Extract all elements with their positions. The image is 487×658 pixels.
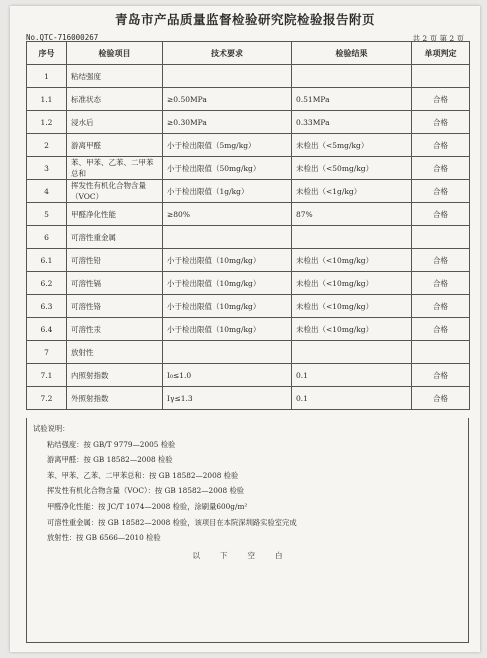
table-cell-req: 小于检出限值（10mg/kg） (163, 318, 292, 341)
table-cell-item: 标准状态 (67, 88, 163, 111)
table-cell-req (163, 341, 292, 364)
table-cell-res: 未检出（<50mg/kg） (292, 157, 412, 180)
column-header: 检验项目 (67, 42, 163, 65)
table-cell-num: 7.2 (27, 387, 67, 410)
note-line: 放射性：按 GB 6566—2010 检验 (47, 533, 161, 543)
table-row (27, 180, 470, 203)
table-cell-res: 未检出（<10mg/kg） (292, 272, 412, 295)
table-cell-req: ≥80% (163, 203, 292, 226)
table-cell-num: 5 (27, 203, 67, 226)
table-cell-item: 可溶性铅 (67, 249, 163, 272)
table-row (27, 364, 470, 387)
table-row (27, 134, 470, 157)
table-row (27, 65, 470, 88)
report-title: 青岛市产品质量监督检验研究院检验报告附页 (114, 12, 375, 27)
table-cell-res: 未检出（<5mg/kg） (292, 134, 412, 157)
table-cell-req (163, 226, 292, 249)
column-header: 单项判定 (412, 42, 470, 65)
table-cell-req: 小于检出限值（1g/kg） (163, 180, 292, 203)
note-line: 挥发性有机化合物含量（VOC）：按 GB 18582—2008 检验 (47, 486, 245, 496)
table-cell-res: 0.1 (292, 387, 412, 410)
note-line: 可溶性重金属：按 GB 18582—2008 检验，该项目在本院深圳路实验室完成 (47, 517, 297, 527)
table-cell-judge: 合格 (412, 364, 470, 387)
table-row (27, 88, 470, 111)
table-row (27, 157, 470, 180)
table-cell-res: 0.51MPa (292, 88, 412, 111)
table-header-row (27, 42, 470, 65)
table-cell-res: 未检出（<10mg/kg） (292, 249, 412, 272)
table-row (27, 341, 470, 364)
table-cell-num: 1.2 (27, 111, 67, 134)
table-row (27, 387, 470, 410)
column-header: 技术要求 (163, 42, 292, 65)
table-cell-req: 小于检出限值（10mg/kg） (163, 249, 292, 272)
table-cell-res: 87% (292, 203, 412, 226)
table-cell-num: 6.1 (27, 249, 67, 272)
table-cell-num: 2 (27, 134, 67, 157)
table-cell-res (292, 226, 412, 249)
table-cell-judge: 合格 (412, 180, 470, 203)
table-cell-req: 小于检出限值（10mg/kg） (163, 272, 292, 295)
table-cell-res (292, 65, 412, 88)
table-cell-res (292, 341, 412, 364)
table-cell-judge: 合格 (412, 88, 470, 111)
table-row (27, 249, 470, 272)
table-cell-item: 粘结强度 (67, 65, 163, 88)
table-cell-item: 挥发性有机化合物含量（VOC） (67, 180, 163, 203)
table-cell-req: I₀≤1.0 (163, 364, 292, 387)
test-notes (26, 418, 469, 643)
table-cell-num: 6.2 (27, 272, 67, 295)
table-cell-res: 0.33MPa (292, 111, 412, 134)
table-cell-item: 内照射指数 (67, 364, 163, 387)
table-cell-res: 未检出（<1g/kg） (292, 180, 412, 203)
table-cell-num: 1 (27, 65, 67, 88)
table-cell-judge: 合格 (412, 203, 470, 226)
inspection-table (26, 41, 470, 410)
notes-heading: 试验说明： (33, 424, 70, 433)
note-line: 粘结强度：按 GB/T 9779—2005 检验 (47, 439, 176, 449)
column-header: 序号 (27, 42, 67, 65)
table-cell-judge: 合格 (412, 318, 470, 341)
table-cell-req: Iγ≤1.3 (163, 387, 292, 410)
table-cell-judge (412, 341, 470, 364)
table-cell-item: 甲醛净化性能 (67, 203, 163, 226)
column-header: 检验结果 (292, 42, 412, 65)
table-cell-num: 3 (27, 157, 67, 180)
page-count: 共 2 页 第 2 页 (412, 34, 464, 43)
note-line: 游离甲醛：按 GB 18582—2008 检验 (47, 455, 173, 465)
table-cell-judge: 合格 (412, 295, 470, 318)
table-cell-judge: 合格 (412, 157, 470, 180)
table-cell-res: 未检出（<10mg/kg） (292, 318, 412, 341)
table-cell-item: 浸水后 (67, 111, 163, 134)
table-cell-num: 7 (27, 341, 67, 364)
table-cell-res: 0.1 (292, 364, 412, 387)
end-marker: 以下空白 (192, 550, 303, 560)
table-cell-judge: 合格 (412, 272, 470, 295)
table-cell-judge: 合格 (412, 387, 470, 410)
table-cell-item: 游离甲醛 (67, 134, 163, 157)
table-cell-item: 外照射指数 (67, 387, 163, 410)
note-line: 苯、甲苯、乙苯、二甲苯总和：按 GB 18582—2008 检验 (47, 470, 239, 480)
table-cell-item: 可溶性重金属 (67, 226, 163, 249)
table-cell-item: 放射性 (67, 341, 163, 364)
report-number: No.QTC-716000267 (26, 33, 99, 42)
table-cell-num: 6.3 (27, 295, 67, 318)
table-cell-num: 4 (27, 180, 67, 203)
note-line: 甲醛净化性能：按 JC/T 1074—2008 检验，涂刷量600g/m² (47, 501, 248, 511)
table-row (27, 318, 470, 341)
table-cell-num: 6.4 (27, 318, 67, 341)
table-cell-num: 7.1 (27, 364, 67, 387)
table-row (27, 272, 470, 295)
table-cell-item: 苯、甲苯、乙苯、二甲苯总和 (67, 157, 163, 180)
table-cell-req: 小于检出限值（10mg/kg） (163, 295, 292, 318)
table-cell-judge: 合格 (412, 111, 470, 134)
table-cell-req (163, 65, 292, 88)
table-row (27, 226, 470, 249)
table-cell-item: 可溶性铬 (67, 295, 163, 318)
table-cell-item: 可溶性汞 (67, 318, 163, 341)
table-cell-res: 未检出（<10mg/kg） (292, 295, 412, 318)
table-cell-num: 1.1 (27, 88, 67, 111)
table-cell-judge (412, 226, 470, 249)
table-row (27, 111, 470, 134)
table-cell-req: 小于检出限值（50mg/kg） (163, 157, 292, 180)
table-cell-req: ≥0.50MPa (163, 88, 292, 111)
table-cell-item: 可溶性镉 (67, 272, 163, 295)
table-cell-req: 小于检出限值（5mg/kg） (163, 134, 292, 157)
table-row (27, 295, 470, 318)
table-cell-judge: 合格 (412, 249, 470, 272)
table-cell-req: ≥0.30MPa (163, 111, 292, 134)
table-cell-judge: 合格 (412, 134, 470, 157)
table-cell-num: 6 (27, 226, 67, 249)
table-cell-judge (412, 65, 470, 88)
table-row (27, 203, 470, 226)
